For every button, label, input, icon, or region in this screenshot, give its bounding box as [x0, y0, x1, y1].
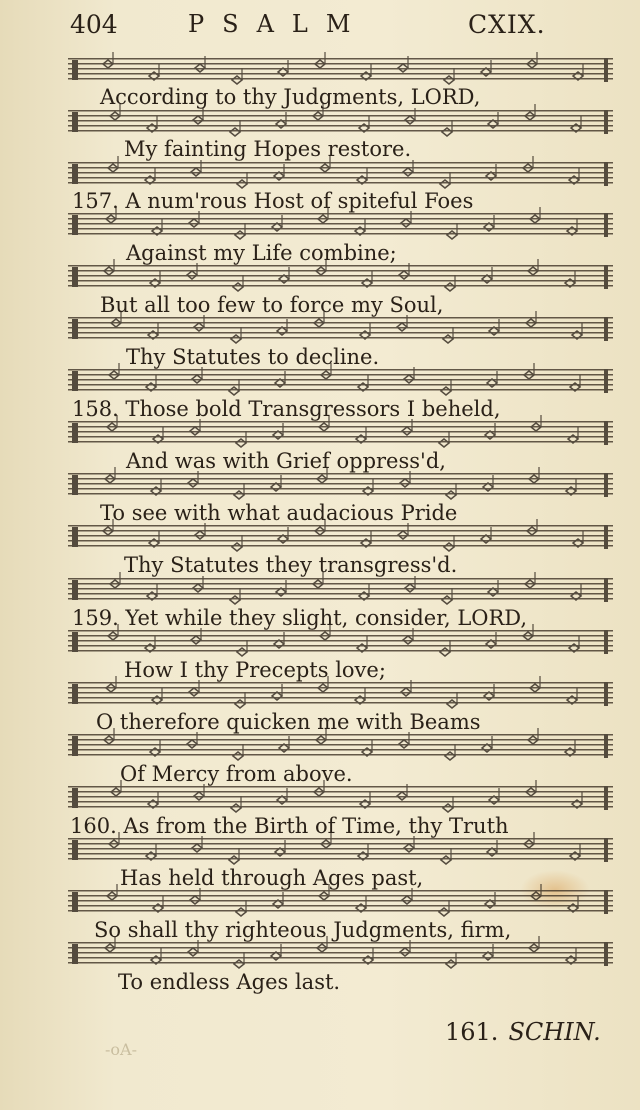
bar-line	[604, 942, 608, 966]
note-head	[150, 740, 160, 756]
note-head	[357, 168, 367, 184]
note-head	[271, 944, 281, 960]
bar-line	[604, 838, 608, 862]
verse-line: Thy Statutes to decline.	[126, 345, 380, 369]
note-head	[273, 423, 283, 439]
note-head	[567, 688, 577, 704]
note-head	[151, 948, 161, 964]
note-head	[233, 275, 243, 291]
note-head	[229, 379, 239, 395]
note-head	[278, 60, 288, 76]
music-staff	[68, 578, 613, 602]
bar-line	[604, 369, 608, 393]
clef-mark	[72, 164, 78, 184]
note-head	[149, 64, 159, 80]
music-staff	[68, 58, 613, 82]
music-staff	[68, 110, 613, 134]
note-head	[486, 632, 496, 648]
note-head	[147, 584, 157, 600]
note-head	[232, 68, 242, 84]
note-head	[279, 736, 289, 752]
note-head	[441, 379, 451, 395]
note-head	[274, 164, 284, 180]
note-head	[153, 427, 163, 443]
bar-line	[604, 890, 608, 914]
note-head	[568, 427, 578, 443]
note-head	[152, 688, 162, 704]
note-head	[359, 116, 369, 132]
note-head	[357, 636, 367, 652]
note-head	[229, 848, 239, 864]
note-head	[148, 792, 158, 808]
note-head	[147, 116, 157, 132]
verse-line: So shall thy righteous Judgments, firm,	[94, 918, 512, 942]
note-head	[315, 52, 325, 68]
bar-line	[604, 162, 608, 186]
note-head	[485, 892, 495, 908]
note-head	[104, 259, 114, 275]
clef-mark	[72, 684, 78, 704]
note-head	[446, 483, 456, 499]
note-head	[151, 479, 161, 495]
note-head	[482, 736, 492, 752]
note-head	[565, 271, 575, 287]
note-head	[148, 323, 158, 339]
note-head	[145, 168, 155, 184]
note-head	[444, 535, 454, 551]
clef-mark	[72, 112, 78, 132]
note-head	[446, 952, 456, 968]
note-head	[567, 219, 577, 235]
note-head	[362, 271, 372, 287]
note-head	[442, 588, 452, 604]
note-head	[277, 788, 287, 804]
clef-mark	[72, 944, 78, 964]
note-head	[524, 832, 534, 848]
note-head	[530, 207, 540, 223]
staff-notes	[68, 54, 613, 86]
note-head	[103, 52, 113, 68]
note-head	[145, 636, 155, 652]
bar-line	[604, 734, 608, 758]
note-head	[193, 576, 203, 592]
note-head	[531, 415, 541, 431]
note-head	[523, 156, 533, 172]
catchword-number: 161.	[445, 1018, 499, 1046]
note-head	[275, 371, 285, 387]
note-head	[445, 744, 455, 760]
note-head	[440, 172, 450, 188]
music-staff	[68, 786, 613, 810]
clef-mark	[72, 371, 78, 391]
note-head	[237, 172, 247, 188]
note-head	[360, 323, 370, 339]
note-head	[405, 576, 415, 592]
clef-mark	[72, 527, 78, 547]
note-head	[569, 636, 579, 652]
note-head	[358, 375, 368, 391]
note-head	[488, 580, 498, 596]
note-head	[237, 640, 247, 656]
bar-line	[604, 473, 608, 497]
note-head	[150, 271, 160, 287]
note-head	[442, 120, 452, 136]
note-head	[439, 900, 449, 916]
bar-line	[604, 110, 608, 134]
staff-notes	[68, 106, 613, 138]
note-head	[361, 64, 371, 80]
note-head	[355, 219, 365, 235]
note-head	[401, 680, 411, 696]
verse-line: But all too few to force my Soul,	[100, 293, 444, 317]
note-head	[444, 68, 454, 84]
page-header	[70, 6, 610, 42]
note-head	[529, 936, 539, 952]
bar-line	[604, 58, 608, 82]
clef-mark	[72, 840, 78, 860]
note-head	[231, 796, 241, 812]
note-head	[447, 692, 457, 708]
bar-line	[604, 213, 608, 237]
clef-mark	[72, 632, 78, 652]
note-head	[146, 375, 156, 391]
note-head	[361, 531, 371, 547]
verse-line: To endless Ages last.	[118, 970, 341, 994]
note-head	[531, 884, 541, 900]
note-head	[405, 108, 415, 124]
note-head	[108, 156, 118, 172]
note-head	[276, 580, 286, 596]
note-head	[526, 780, 536, 796]
note-head	[524, 363, 534, 379]
verse-line: 157. A num'rous Host of spiteful Foes	[72, 189, 474, 213]
note-head	[483, 944, 493, 960]
note-head	[278, 527, 288, 543]
note-head	[525, 104, 535, 120]
note-head	[489, 788, 499, 804]
note-head	[195, 56, 205, 72]
catchword	[445, 1018, 601, 1046]
note-head	[277, 319, 287, 335]
music-staff	[68, 838, 613, 862]
note-head	[572, 323, 582, 339]
note-head	[276, 112, 286, 128]
note-head	[487, 840, 497, 856]
note-head	[565, 740, 575, 756]
note-head	[358, 844, 368, 860]
music-staff	[68, 265, 613, 289]
clef-mark	[72, 423, 78, 443]
bar-line	[604, 525, 608, 549]
note-head	[363, 479, 373, 495]
note-head	[109, 363, 119, 379]
note-head	[403, 160, 413, 176]
music-staff	[68, 942, 613, 966]
verse-line: Has held through Ages past,	[120, 866, 424, 890]
page-number: 404	[70, 10, 118, 39]
bar-line	[604, 630, 608, 654]
verse-line: 158. Those bold Transgressors I beheld,	[72, 397, 501, 421]
music-staff	[68, 630, 613, 654]
note-head	[447, 223, 457, 239]
staff-notes	[68, 158, 613, 190]
note-head	[230, 588, 240, 604]
bar-line	[604, 317, 608, 341]
note-head	[570, 844, 580, 860]
note-head	[271, 475, 281, 491]
bar-line	[604, 421, 608, 445]
note-head	[153, 896, 163, 912]
note-head	[234, 952, 244, 968]
note-head	[399, 263, 409, 279]
note-head	[149, 531, 159, 547]
clef-mark	[72, 788, 78, 808]
note-head	[356, 427, 366, 443]
note-head	[146, 844, 156, 860]
running-head: PSALM	[188, 10, 369, 38]
note-head	[573, 531, 583, 547]
clef-mark	[72, 215, 78, 235]
note-head	[569, 168, 579, 184]
note-head	[439, 431, 449, 447]
bar-line	[604, 682, 608, 706]
note-head	[272, 684, 282, 700]
note-head	[152, 219, 162, 235]
note-head	[356, 896, 366, 912]
note-head	[234, 483, 244, 499]
verse-line: To see with what audacious Pride	[100, 501, 458, 525]
note-head	[231, 327, 241, 343]
note-head	[404, 367, 414, 383]
music-staff	[68, 525, 613, 549]
verse-line: According to thy Judgments, LORD,	[100, 85, 481, 109]
note-head	[445, 275, 455, 291]
note-head	[107, 884, 117, 900]
note-head	[571, 116, 581, 132]
note-head	[566, 479, 576, 495]
note-head	[443, 796, 453, 812]
clef-mark	[72, 580, 78, 600]
verse-line: My fainting Hopes restore.	[124, 137, 412, 161]
note-head	[106, 676, 116, 692]
verse-line: Of Mercy from above.	[120, 762, 353, 786]
note-head	[525, 572, 535, 588]
verse-line: 159. Yet while they slight, consider, LORD,	[72, 606, 528, 630]
note-head	[443, 327, 453, 343]
note-head	[397, 784, 407, 800]
clef-mark	[72, 267, 78, 287]
note-head	[363, 948, 373, 964]
note-head	[274, 632, 284, 648]
note-head	[360, 792, 370, 808]
note-head	[527, 519, 537, 535]
note-head	[355, 688, 365, 704]
note-head	[272, 215, 282, 231]
clef-mark	[72, 475, 78, 495]
note-head	[105, 467, 115, 483]
note-head	[482, 267, 492, 283]
clef-mark	[72, 319, 78, 339]
note-head	[570, 375, 580, 391]
bar-line	[604, 786, 608, 810]
bar-line	[604, 578, 608, 602]
note-head	[193, 108, 203, 124]
note-head	[487, 371, 497, 387]
note-head	[528, 728, 538, 744]
note-head	[236, 431, 246, 447]
note-head	[232, 535, 242, 551]
verse-line: Against my Life combine;	[126, 241, 397, 265]
note-head	[481, 60, 491, 76]
note-head	[486, 164, 496, 180]
note-head	[235, 692, 245, 708]
note-head	[191, 160, 201, 176]
marginal-smudge: -oA-	[105, 1040, 137, 1059]
clef-mark	[72, 736, 78, 756]
note-head	[528, 259, 538, 275]
music-staff	[68, 473, 613, 497]
note-head	[527, 52, 537, 68]
note-head	[110, 572, 120, 588]
note-head	[489, 319, 499, 335]
clef-mark	[72, 60, 78, 80]
note-head	[235, 223, 245, 239]
music-staff	[68, 682, 613, 706]
note-head	[275, 840, 285, 856]
music-staff	[68, 890, 613, 914]
note-head	[279, 267, 289, 283]
verse-line: And was with Grief oppress'd,	[126, 449, 446, 473]
verse-line: O therefore quicken me with Beams	[96, 710, 481, 734]
note-head	[230, 120, 240, 136]
music-staff	[68, 213, 613, 237]
note-head	[571, 584, 581, 600]
catchword-text: SCHIN.	[508, 1018, 601, 1046]
note-head	[485, 423, 495, 439]
note-head	[233, 744, 243, 760]
note-head	[481, 527, 491, 543]
bar-line	[604, 265, 608, 289]
note-head	[236, 900, 246, 916]
note-head	[362, 740, 372, 756]
note-head	[440, 640, 450, 656]
psalm-number: CXIX.	[468, 10, 546, 39]
verse-line: Thy Statutes they transgress'd.	[124, 553, 458, 577]
verse-line: 160. As from the Birth of Time, thy Truth	[70, 814, 509, 838]
note-head	[530, 676, 540, 692]
note-head	[529, 467, 539, 483]
note-head	[566, 948, 576, 964]
note-head	[526, 311, 536, 327]
note-head	[484, 215, 494, 231]
music-staff	[68, 734, 613, 758]
note-head	[359, 584, 369, 600]
note-head	[483, 475, 493, 491]
note-head	[568, 896, 578, 912]
music-staff	[68, 369, 613, 393]
staff-notes	[68, 574, 613, 606]
note-head	[488, 112, 498, 128]
note-head	[441, 848, 451, 864]
verse-line: How I thy Precepts love;	[124, 658, 386, 682]
note-head	[484, 684, 494, 700]
note-head	[398, 56, 408, 72]
music-staff	[68, 317, 613, 341]
note-head	[273, 892, 283, 908]
note-head	[573, 64, 583, 80]
music-staff	[68, 162, 613, 186]
music-staff	[68, 421, 613, 445]
clef-mark	[72, 892, 78, 912]
note-head	[572, 792, 582, 808]
